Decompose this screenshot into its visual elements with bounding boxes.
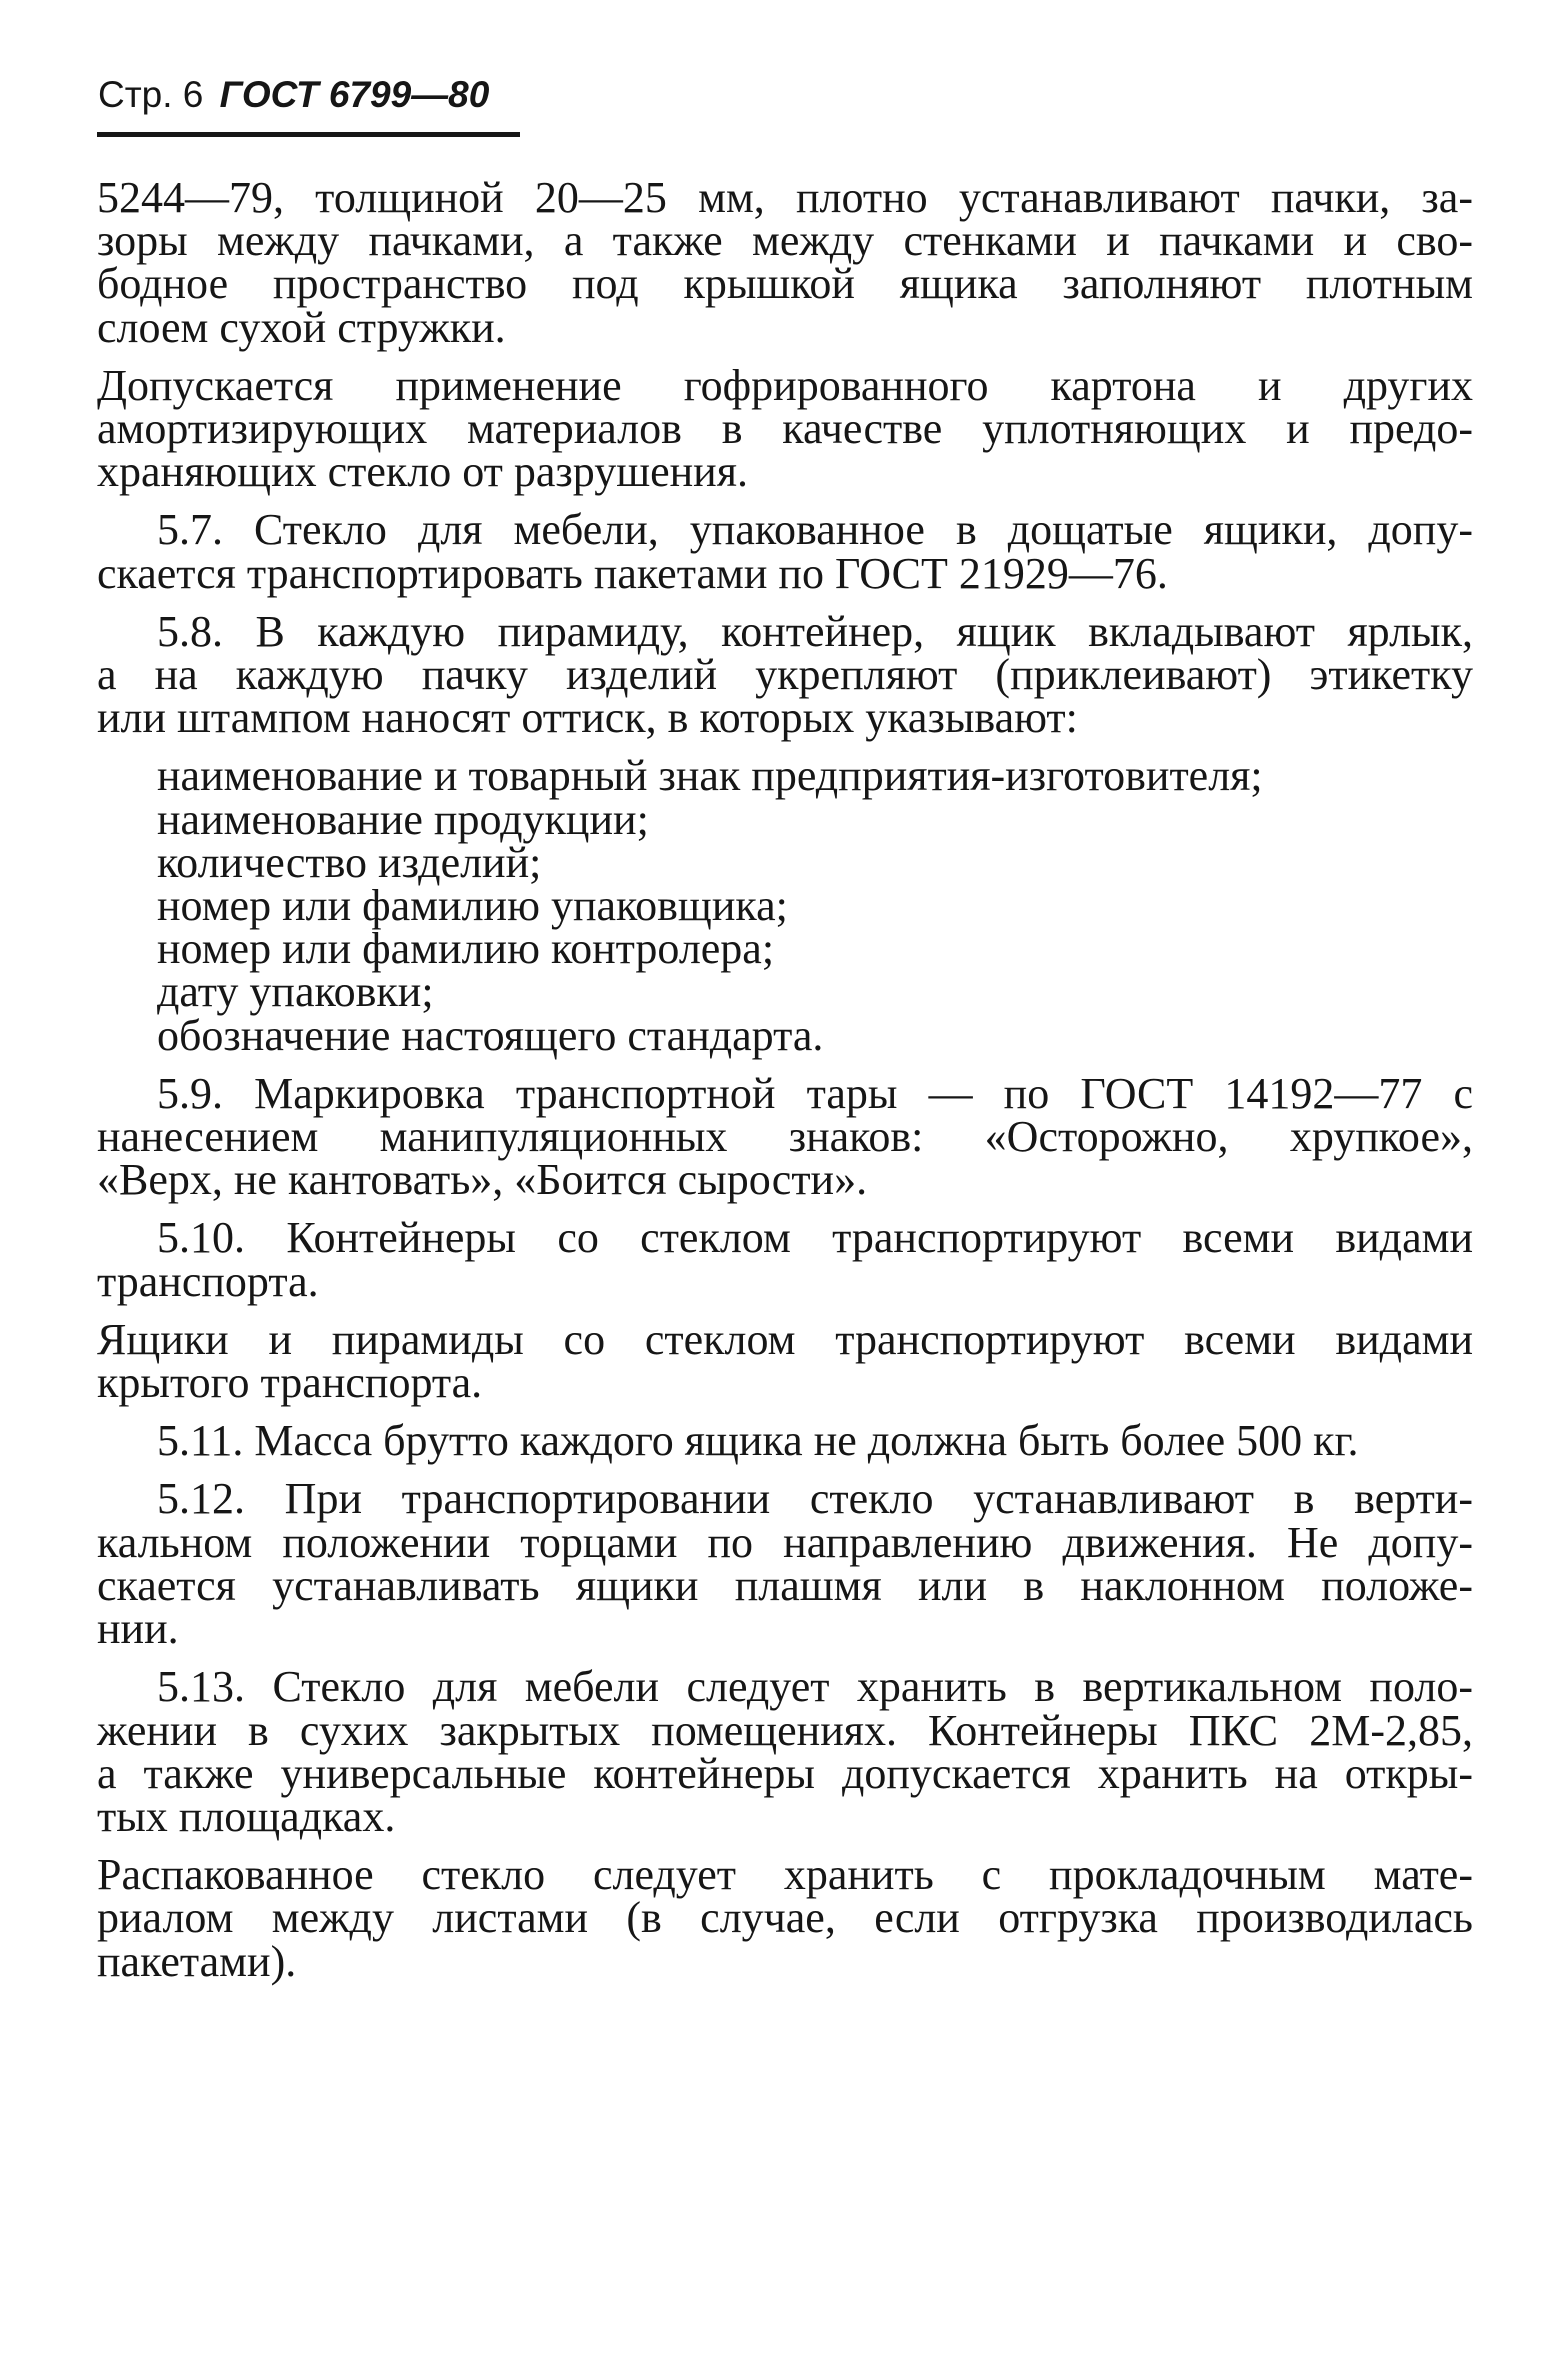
text-line: 5.10. Контейнеры со стеклом транспортируют всеми видами — [157, 1213, 1473, 1263]
text-line: количество изделий; — [157, 837, 542, 887]
text-line: обозначение настоящего стандарта. — [157, 1010, 824, 1060]
text-line: Ящики и пирамиды со стеклом транспортируют всеми видами — [97, 1314, 1473, 1364]
text-line: риалом между листами (в случае, если отгрузка производилась — [97, 1893, 1473, 1943]
text-line: амортизирующих материалов в качестве уплотняющих и предо- — [97, 404, 1473, 454]
text-line: 5.11. Масса брутто каждого ящика не должна быть более 500 кг. — [157, 1416, 1359, 1466]
paragraph-continuation — [97, 173, 1473, 352]
page-number: Стр. 6 — [98, 74, 204, 115]
paragraph-clause-5-12 — [97, 1474, 1473, 1654]
text-line: наименование и товарный знак предприятия-изготовителя; — [157, 751, 1263, 801]
paragraph-clause-5-10 — [97, 1213, 1473, 1306]
paragraph-clause-5-13 — [97, 1662, 1473, 1841]
paragraph-clause-5-11 — [97, 1416, 1473, 1466]
text-line: скается устанавливать ящики плашмя или в наклонном положе- — [97, 1560, 1473, 1610]
text-line: 5.9. Маркировка транспортной тары — по ГОСТ 14192—77 с — [157, 1068, 1473, 1118]
text-line: номер или фамилию упаковщика; — [157, 881, 788, 931]
text-line: скается транспортировать пакетами по ГОСТ 21929—76. — [97, 548, 1168, 598]
paragraph-label-item-4 — [97, 881, 1473, 931]
paragraph-amortization — [97, 360, 1473, 497]
header-rule — [97, 132, 520, 137]
text-line: номер или фамилию контролера; — [157, 924, 775, 974]
text-line: наименование продукции; — [157, 794, 649, 844]
standard-designation: ГОСТ 6799—80 — [219, 74, 490, 115]
paragraph-unpacked-storage — [97, 1850, 1473, 1986]
text-line: крытого транспорта. — [97, 1358, 483, 1408]
text-line: 5.12. При транспортировании стекло устанавливают в верти- — [157, 1474, 1473, 1524]
paragraph-clause-5-9 — [97, 1068, 1473, 1205]
paragraph-label-item-5 — [97, 924, 1473, 974]
text-line: нии. — [97, 1604, 179, 1654]
paragraph-label-item-3 — [97, 837, 1473, 887]
paragraph-clause-5-8 — [97, 606, 1473, 743]
text-line: транспорта. — [97, 1256, 319, 1306]
text-line: «Верх, не кантовать», «Боится сырости». — [97, 1155, 868, 1205]
text-line: пакетами). — [97, 1936, 297, 1986]
text-line: зоры между пачками, а также между стенками и пачками и сво- — [97, 216, 1473, 266]
page-header — [98, 74, 489, 116]
text-line: тых площадках. — [97, 1791, 396, 1841]
text-line: жении в сухих закрытых помещениях. Контейнеры ПКС 2М-2,85, — [97, 1705, 1473, 1755]
paragraph-label-item-1 — [97, 751, 1473, 801]
text-line: Распакованное стекло следует хранить с прокладочным мате- — [97, 1850, 1473, 1900]
paragraph-label-item-7 — [97, 1010, 1473, 1060]
text-line: 5.8. В каждую пирамиду, контейнер, ящик вкладывают ярлык, — [157, 606, 1473, 656]
text-line: Допускается применение гофрированного картона и других — [97, 360, 1473, 410]
text-line: а также универсальные контейнеры допускается хранить на откры- — [97, 1748, 1473, 1798]
text-line: или штампом наносят оттиск, в которых указывают: — [97, 693, 1078, 743]
text-line: 5244—79, толщиной 20—25 мм, плотно устанавливают пачки, за- — [97, 173, 1473, 222]
text-line: нанесением манипуляционных знаков: «Осторожно, хрупкое», — [97, 1112, 1473, 1162]
text-line: храняющих стекло от разрушения. — [97, 447, 748, 497]
text-line: 5.7. Стекло для мебели, упакованное в дощатые ящики, допу- — [157, 505, 1473, 555]
paragraph-clause-5-7 — [97, 505, 1473, 598]
text-line: слоем сухой стружки. — [97, 302, 506, 352]
text-line: 5.13. Стекло для мебели следует хранить в вертикальном поло- — [157, 1662, 1473, 1712]
text-line: кальном положении торцами по направлению движения. Не допу- — [97, 1517, 1473, 1567]
text-line: дату упаковки; — [157, 967, 434, 1017]
text-line: бодное пространство под крышкой ящика заполняют плотным — [97, 259, 1473, 309]
paragraph-boxes-transport — [97, 1314, 1473, 1408]
paragraph-label-item-6 — [97, 967, 1473, 1017]
text-line: а на каждую пачку изделий укрепляют (приклеивают) этикетку — [97, 650, 1473, 700]
paragraph-label-item-2 — [97, 794, 1473, 844]
document-body — [97, 173, 1473, 1986]
